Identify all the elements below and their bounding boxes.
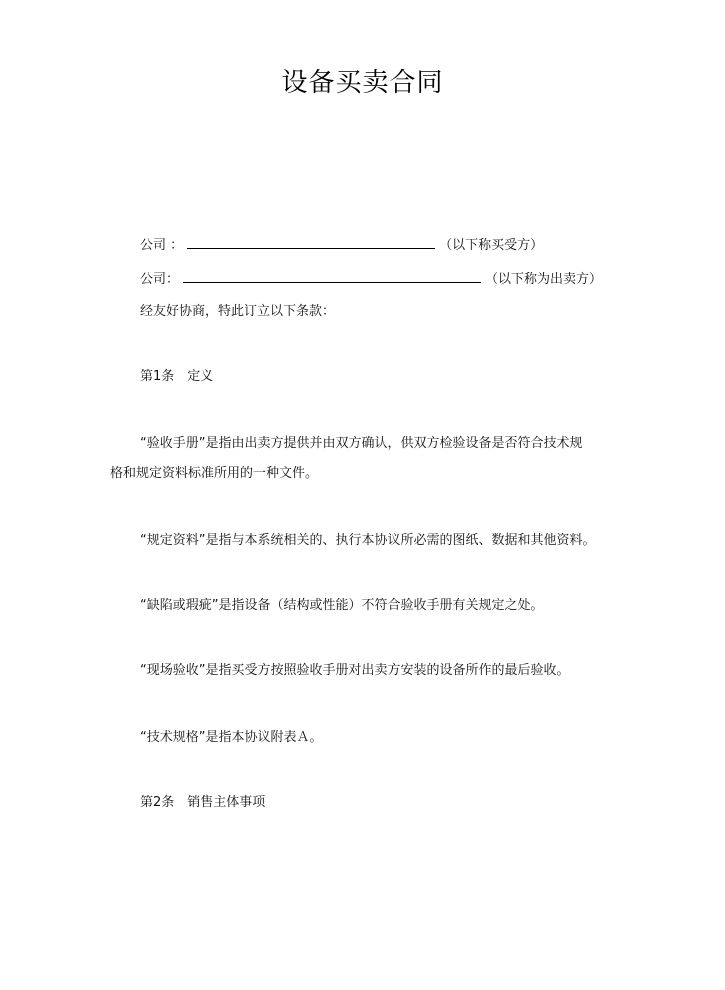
buyer-name-blank: [187, 236, 435, 249]
definition-acceptance-manual-line1: “验收手册”是指由出卖方提供并由双方确认，供双方检验设备是否符合技术规: [140, 436, 583, 451]
seller-line: [140, 270, 602, 289]
seller-suffix: （以下称为出卖方）: [485, 272, 603, 287]
seller-name-blank: [183, 270, 481, 283]
definition-specified-materials: “规定资料”是指与本系统相关的、执行本协议所必需的图纸、数据和其他资料。: [140, 533, 596, 548]
buyer-line: [140, 236, 543, 255]
intro-text: 经友好协商，特此订立以下条款：: [140, 304, 336, 319]
definition-defect: “缺陷或瑕疵”是指设备（结构或性能）不符合验收手册有关规定之处。: [140, 598, 544, 613]
definition-acceptance-manual-line2: 格和规定资料标准所用的一种文件。: [110, 466, 319, 481]
definition-site-acceptance: “现场验收”是指买受方按照验收手册对出卖方安装的设备所作的最后验收。: [140, 663, 570, 678]
definition-technical-specs: “技术规格”是指本协议附表Ａ。: [140, 730, 323, 745]
article-2-heading: 第2条 销售主体事项: [140, 795, 266, 810]
buyer-suffix: （以下称买受方）: [439, 238, 544, 253]
article-1-heading: 第1条 定义: [140, 369, 214, 384]
buyer-prefix: 公司 ：: [140, 238, 184, 253]
document-title: 设备买卖合同: [281, 68, 444, 98]
seller-prefix: 公司：: [140, 272, 180, 287]
